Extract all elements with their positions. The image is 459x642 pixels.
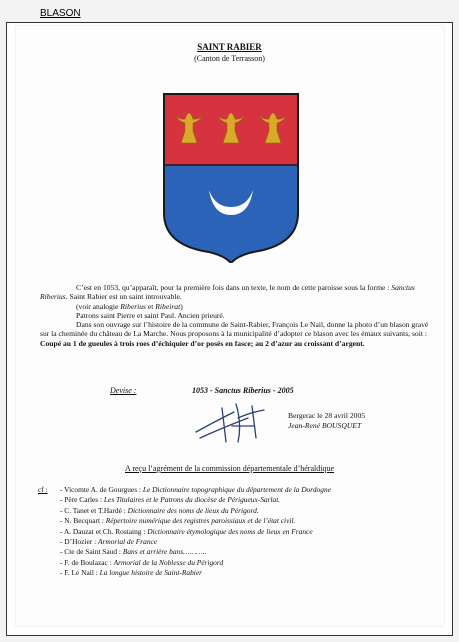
body-text: C’est en 1053, qu’apparaît, pour la première fois dans un texte, le nom de cette paroisse sous la forme : Sanctus Riberius. Saint Rabier est un saint introuvable. (voir analogie Riberius et Ribeirat) Patrons saint Pierre et saint Paul. Ancien prieuré. Dans son ouvrage sur l’histoire de la commune de Saint-Rabier, François Le Nail, donne la photo d’un blason gravé sur la cheminée du château de La Marche. Nous proposons à la municipalité d’adopter ce blason avec les émaux suivants, soit : Coupé au 1 de gueules à trois roes d’échiquier d’or posés en fasce; au 2 d’azur au croissant d’argent. <box>40 283 429 348</box>
coat-of-arms <box>163 93 299 263</box>
author-name: Jean-René BOUSQUET <box>288 421 362 430</box>
reference-item: - F. Le Nail : La longue histoire de Saint-Rabier <box>60 568 203 578</box>
reference-item: - F. de Boulazac : Armorial de la Noblesse du Périgord <box>60 557 224 567</box>
place-date: Bergerac le 28 avril 2005 <box>288 411 366 420</box>
signature-mark <box>192 398 282 446</box>
reference-item: - N. Becquart : Répertoire numérique des registres paroissiaux et de l’état civil. <box>60 516 296 526</box>
cf-label: cf : <box>38 485 48 494</box>
motto <box>110 386 294 395</box>
page-title: SAINT RABIER <box>197 42 262 52</box>
reference-item: - C. Tanet et T.Hardé : Dictionnaire des noms de lieux du Périgord. <box>60 505 259 515</box>
reference-item: - Père Carles : Les Titulaires et le Patrons du diocèse de Périgueux-Sarlat. <box>60 495 281 505</box>
references <box>38 485 438 579</box>
approval-note: A reçu l’agrément de la commission départementale d’héraldique <box>124 464 335 473</box>
motto-label: Devise : <box>110 386 137 395</box>
page-subtitle: (Canton de Terrasson) <box>194 54 265 63</box>
reference-item: - D’Hozier : Armorial de France <box>60 537 158 547</box>
reference-item: - Cte de Saint Saud : Bans et arrière bans……….. <box>60 547 207 557</box>
tab-label[interactable]: BLASON <box>40 8 81 19</box>
motto-value: 1053 - Sanctus Riberius - 2005 <box>192 386 294 395</box>
reference-item: - Vicomte A. de Gourgues : Le Dictionnaire topographique du département de la Dordogne <box>60 485 331 494</box>
reference-item: - A. Dauzat et Ch. Rostaing : Dictionnaire étymologique des noms de lieux en France <box>60 526 313 536</box>
